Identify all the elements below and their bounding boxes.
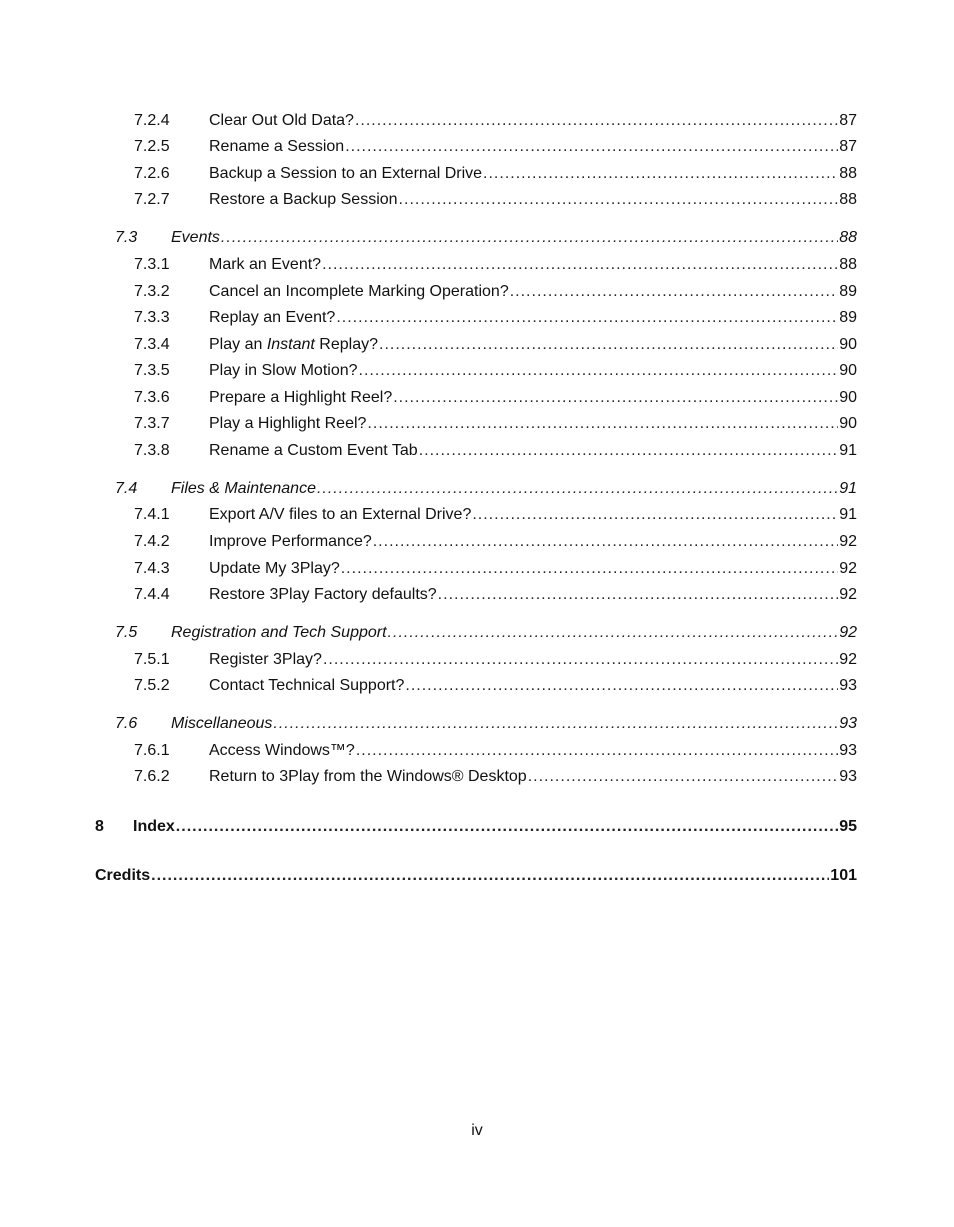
- dot-leader: [472, 503, 838, 527]
- toc-entry-title: Files & Maintenance: [171, 480, 316, 497]
- dot-leader: [528, 765, 839, 789]
- toc-entry-title: Play in Slow Motion?: [209, 362, 358, 379]
- toc-entry-page: 95: [839, 818, 857, 835]
- dot-leader: [399, 188, 839, 212]
- toc-entry-title: Prepare a Highlight Reel?: [209, 389, 393, 406]
- toc-entry-title: Miscellaneous: [171, 715, 273, 732]
- toc-entry-number: 7.2.4: [134, 112, 170, 129]
- dot-leader: [176, 815, 838, 839]
- dot-leader: [419, 439, 839, 463]
- dot-leader: [373, 530, 838, 554]
- dot-leader: [405, 674, 838, 698]
- toc-entry-page: 88: [839, 191, 857, 208]
- dot-leader: [393, 386, 838, 410]
- toc-entry-number: 7.6.2: [134, 768, 170, 785]
- toc-entry-title: Cancel an Incomplete Marking Operation?: [209, 283, 509, 300]
- toc-entry-number: 7.3.7: [134, 415, 170, 432]
- dot-leader: [322, 253, 838, 277]
- dot-leader: [273, 712, 838, 736]
- toc-entry-number: 7.2.6: [134, 165, 170, 182]
- dot-leader: [438, 583, 839, 607]
- toc-entry-number: 7.2.5: [134, 138, 170, 155]
- toc-entry-number: 7.5.2: [134, 677, 170, 694]
- toc-entry-title: Export A/V files to an External Drive?: [209, 506, 472, 523]
- toc-entry-title: Register 3Play?: [209, 651, 322, 668]
- dot-leader: [367, 412, 838, 436]
- toc-entry-title: Restore 3Play Factory defaults?: [209, 586, 437, 603]
- dot-leader: [388, 621, 839, 645]
- toc-entry-title: Index: [133, 818, 175, 835]
- toc-entry-number: 7.4.4: [134, 586, 170, 603]
- toc-entry-number: 7.4.2: [134, 533, 170, 550]
- toc-entry-page: 93: [839, 715, 857, 732]
- toc-entry-number: 7.2.7: [134, 191, 170, 208]
- toc-entry-title: Improve Performance?: [209, 533, 372, 550]
- page-number: iv: [471, 1122, 483, 1139]
- dot-leader: [359, 359, 839, 383]
- toc-entry-number: 8: [95, 818, 104, 835]
- toc-entry-page: 87: [839, 112, 857, 129]
- toc-entry-title: Return to 3Play from the Windows® Desktop: [209, 768, 527, 785]
- dot-leader: [510, 280, 838, 304]
- toc-entry-page: 88: [839, 229, 857, 246]
- dot-leader: [341, 557, 838, 581]
- dot-leader: [345, 135, 838, 159]
- toc-entry-number: 7.3.6: [134, 389, 170, 406]
- toc-entry-page: 90: [839, 389, 857, 406]
- toc-entry-title: Registration and Tech Support: [171, 624, 387, 641]
- toc-entry-page: 88: [839, 256, 857, 273]
- toc-entry-number: 7.3: [115, 229, 138, 246]
- toc-entry-number: 7.3.5: [134, 362, 170, 379]
- toc-entry-number: 7.5.1: [134, 651, 170, 668]
- toc-entry-title: Mark an Event?: [209, 256, 322, 273]
- toc-entry-title: Play an Instant Replay?: [209, 336, 378, 353]
- toc-entry-title: Rename a Custom Event Tab: [209, 442, 418, 459]
- toc-entry-page: 90: [839, 336, 857, 353]
- toc-entry-number: 7.6.1: [134, 742, 170, 759]
- toc-entry-page: 89: [839, 309, 857, 326]
- toc-entry-title: Play a Highlight Reel?: [209, 415, 367, 432]
- toc-entry-title: Update My 3Play?: [209, 560, 340, 577]
- toc-entry-page: 90: [839, 362, 857, 379]
- toc-entry-page: 93: [839, 677, 857, 694]
- toc-entry-number: 7.3.1: [134, 256, 170, 273]
- toc-entry-page: 89: [839, 283, 857, 300]
- toc-entry-page: 91: [839, 506, 857, 523]
- dot-leader: [317, 477, 838, 501]
- toc-entry-page: 91: [839, 480, 857, 497]
- toc-entry-page: 92: [839, 624, 857, 641]
- toc-entry-page: 92: [839, 586, 857, 603]
- dot-leader: [151, 864, 829, 888]
- dot-leader: [355, 109, 838, 133]
- toc-entry-page: 92: [839, 651, 857, 668]
- toc-entry-number: 7.4.1: [134, 506, 170, 523]
- toc-entry-title: Credits: [95, 867, 151, 884]
- toc-entry-page: 90: [839, 415, 857, 432]
- dot-leader: [483, 162, 838, 186]
- toc-entry-number: 7.3.4: [134, 336, 170, 353]
- toc-entry-title: Clear Out Old Data?: [209, 112, 354, 129]
- dot-leader: [221, 226, 838, 250]
- toc-entry-number: 7.3.3: [134, 309, 170, 326]
- toc-entry-title: Rename a Session: [209, 138, 345, 155]
- toc-entry-number: 7.4.3: [134, 560, 170, 577]
- toc-entry-title: Contact Technical Support?: [209, 677, 405, 694]
- toc-entry-number: 7.6: [115, 715, 138, 732]
- toc-entry-number: 7.5: [115, 624, 138, 641]
- toc-entry-title: Backup a Session to an External Drive: [209, 165, 483, 182]
- dot-leader: [336, 306, 838, 330]
- toc-entry-title: Restore a Backup Session: [209, 191, 398, 208]
- toc-entry-page: 101: [830, 867, 857, 884]
- toc-entry-title: Access Windows™?: [209, 742, 355, 759]
- dot-leader: [323, 648, 838, 672]
- dot-leader: [356, 739, 838, 763]
- toc-entry-page: 92: [839, 560, 857, 577]
- toc-entry-number: 7.3.2: [134, 283, 170, 300]
- toc-entry-number: 7.3.8: [134, 442, 170, 459]
- toc-entry-title: Events: [171, 229, 220, 246]
- toc-entry-page: 91: [839, 442, 857, 459]
- toc-entry-page: 87: [839, 138, 857, 155]
- toc-entry-page: 93: [839, 768, 857, 785]
- toc-entry-title: Replay an Event?: [209, 309, 336, 326]
- toc-entry-page: 92: [839, 533, 857, 550]
- dot-leader: [379, 333, 838, 357]
- toc-entry-number: 7.4: [115, 480, 138, 497]
- toc-entry-page: 88: [839, 165, 857, 182]
- toc-entry-page: 93: [839, 742, 857, 759]
